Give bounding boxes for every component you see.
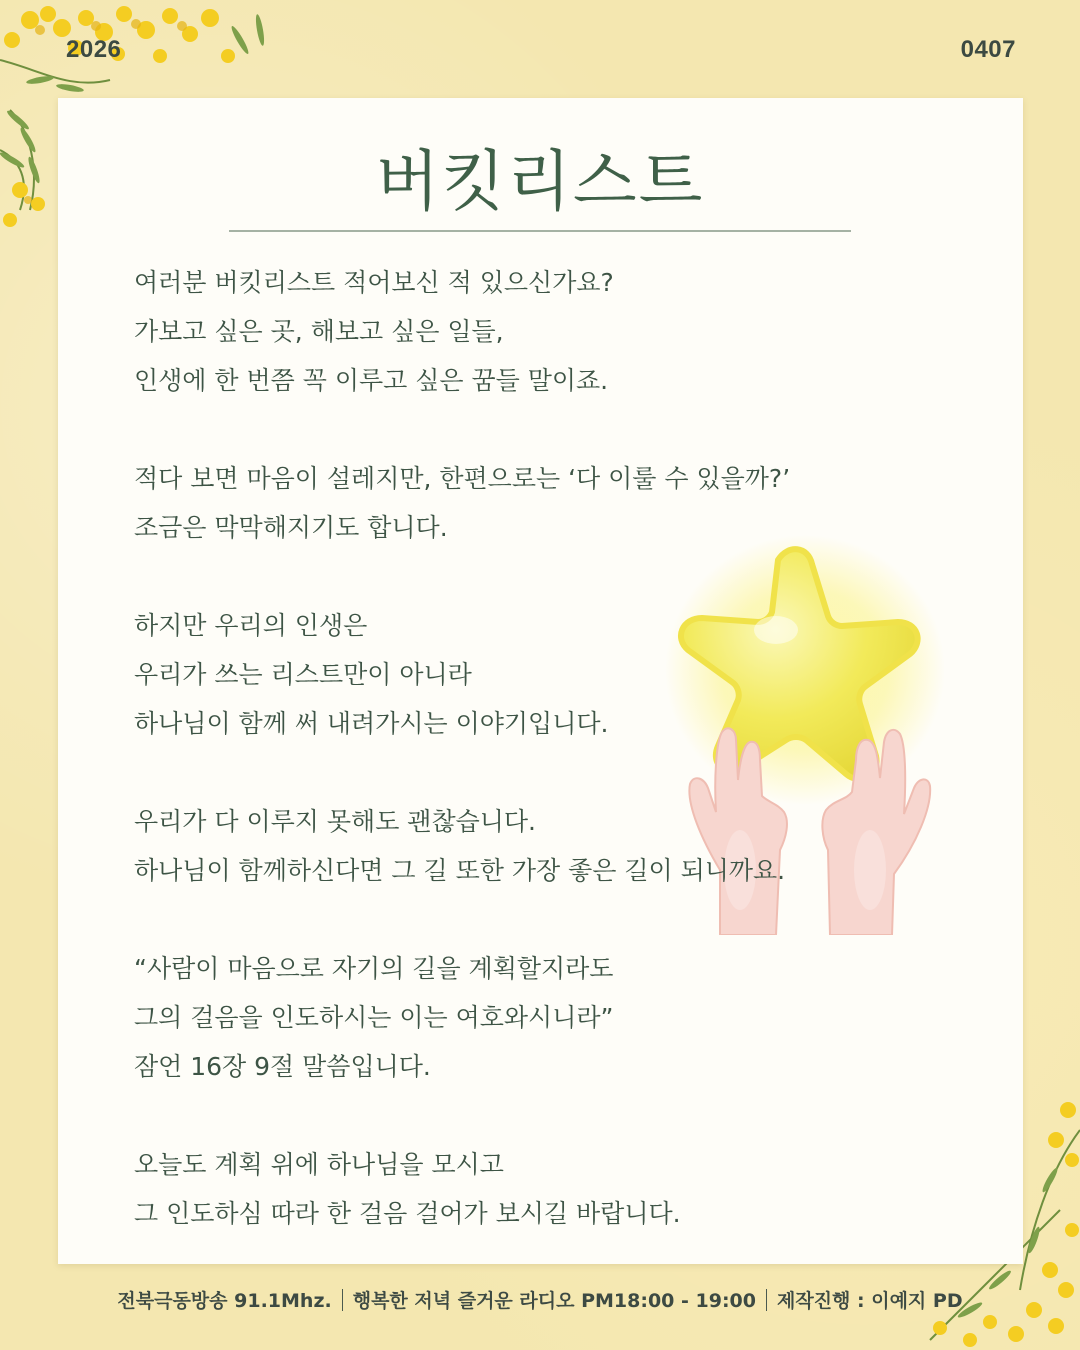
footer-divider: [766, 1289, 767, 1311]
year-label: 2026: [66, 36, 122, 63]
body-line: 하나님이 함께 써 내려가시는 이야기입니다.: [134, 709, 609, 738]
date-code-label: 0407: [960, 36, 1016, 63]
body-line: 여러분 버킷리스트 적어보신 적 있으신가요?: [134, 268, 614, 297]
scripture-reference: 잠언 16장 9절 말씀입니다.: [134, 1052, 431, 1081]
body-line: 조금은 막막해지기도 합니다.: [134, 513, 448, 542]
body-line: 우리가 쓰는 리스트만이 아니라: [134, 660, 472, 689]
station-label: 전북극동방송 91.1Mhz.: [117, 1290, 332, 1312]
title-divider: [229, 230, 851, 232]
body-line: 적다 보면 마음이 설레지만, 한편으로는 ‘다 이룰 수 있을까?’: [134, 464, 791, 493]
scripture-quote-line: 그의 걸음을 인도하시는 이는 여호와시니라”: [134, 1003, 614, 1032]
footer-credits: [0, 1286, 1080, 1313]
body-line: 가보고 싶은 곳, 해보고 싶은 일들,: [134, 317, 504, 346]
program-label: 행복한 저녁 즐거운 라디오 PM18:00 - 19:00: [352, 1290, 756, 1312]
producer-credit: 제작진행 : 이예지 PD: [776, 1290, 963, 1312]
body-line: 우리가 다 이루지 못해도 괜찮습니다.: [134, 807, 536, 836]
body-line: 하나님이 함께하신다면 그 길 또한 가장 좋은 길이 되니까요.: [134, 856, 786, 885]
page-title: 버킷리스트: [375, 143, 705, 220]
body-line: 오늘도 계획 위에 하나님을 모시고: [134, 1150, 504, 1179]
body-line: 인생에 한 번쯤 꼭 이루고 싶은 꿈들 말이죠.: [134, 366, 609, 395]
body-line: 그 인도하심 따라 한 걸음 걸어가 보시길 바랍니다.: [134, 1199, 681, 1228]
body-line: 하지만 우리의 인생은: [134, 611, 368, 640]
body-text: [134, 258, 854, 1238]
scripture-quote-line: “사람이 마음으로 자기의 길을 계획할지라도: [134, 954, 614, 983]
footer-divider: [342, 1289, 343, 1311]
